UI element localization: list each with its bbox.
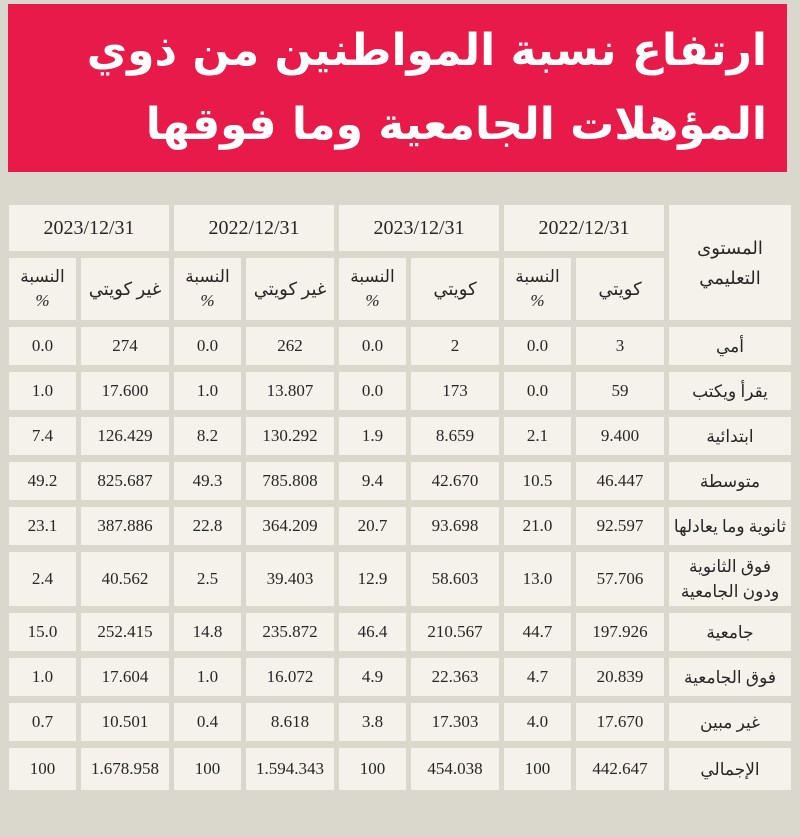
count-value-cell: 210.567 bbox=[411, 613, 499, 651]
count-value-cell: 58.603 bbox=[411, 552, 499, 606]
table-row bbox=[9, 748, 791, 790]
percentage-header bbox=[9, 258, 76, 320]
education-statistics-table bbox=[4, 198, 796, 797]
percentage-label: النسبة bbox=[350, 267, 395, 286]
percentage-value-cell: 0.0 bbox=[504, 327, 571, 365]
table-row bbox=[9, 552, 791, 606]
percentage-value-cell: 1.9 bbox=[339, 417, 406, 455]
percentage-value-cell: 8.2 bbox=[174, 417, 241, 455]
percentage-value-cell: 100 bbox=[174, 748, 241, 790]
headline-banner bbox=[8, 4, 787, 172]
count-value-cell: 9.400 bbox=[576, 417, 664, 455]
headline-line-2: المؤهلات الجامعية وما فوقها bbox=[145, 99, 767, 150]
percentage-value-cell: 46.4 bbox=[339, 613, 406, 651]
count-value-cell: 274 bbox=[81, 327, 169, 365]
table-row bbox=[9, 613, 791, 651]
count-value-cell: 235.872 bbox=[246, 613, 334, 651]
percentage-value-cell: 1.0 bbox=[174, 372, 241, 410]
count-value-cell: 40.562 bbox=[81, 552, 169, 606]
table-row bbox=[9, 658, 791, 696]
table-row bbox=[9, 507, 791, 545]
count-value-cell: 130.292 bbox=[246, 417, 334, 455]
count-value-cell: 126.429 bbox=[81, 417, 169, 455]
count-value-cell: 39.403 bbox=[246, 552, 334, 606]
count-value-cell: 785.808 bbox=[246, 462, 334, 500]
percent-sign: % bbox=[200, 291, 215, 310]
count-value-cell: 17.670 bbox=[576, 703, 664, 741]
level-column-header: المستوى التعليمي bbox=[669, 205, 791, 320]
percentage-value-cell: 7.4 bbox=[9, 417, 76, 455]
percentage-value-cell: 3.8 bbox=[339, 703, 406, 741]
percentage-value-cell: 0.0 bbox=[9, 327, 76, 365]
percentage-value-cell: 21.0 bbox=[504, 507, 571, 545]
percentage-value-cell: 4.7 bbox=[504, 658, 571, 696]
count-value-cell: 8.618 bbox=[246, 703, 334, 741]
count-value-cell: 57.706 bbox=[576, 552, 664, 606]
percentage-label: النسبة bbox=[185, 267, 230, 286]
percentage-value-cell: 0.7 bbox=[9, 703, 76, 741]
nationality-header: غير كويتي bbox=[81, 258, 169, 320]
percentage-value-cell: 100 bbox=[339, 748, 406, 790]
date-header-row bbox=[9, 205, 791, 251]
count-value-cell: 59 bbox=[576, 372, 664, 410]
count-value-cell: 173 bbox=[411, 372, 499, 410]
nationality-header: غير كويتي bbox=[246, 258, 334, 320]
percentage-header bbox=[174, 258, 241, 320]
count-value-cell: 387.886 bbox=[81, 507, 169, 545]
table-body bbox=[9, 327, 791, 790]
percentage-value-cell: 100 bbox=[9, 748, 76, 790]
percentage-value-cell: 1.0 bbox=[174, 658, 241, 696]
percentage-value-cell: 15.0 bbox=[9, 613, 76, 651]
count-value-cell: 197.926 bbox=[576, 613, 664, 651]
count-value-cell: 17.303 bbox=[411, 703, 499, 741]
percentage-value-cell: 0.0 bbox=[174, 327, 241, 365]
count-value-cell: 262 bbox=[246, 327, 334, 365]
table-row bbox=[9, 417, 791, 455]
education-level-cell: غير مبين bbox=[669, 703, 791, 741]
education-level-cell: فوق الثانوية ودون الجامعية bbox=[669, 552, 791, 606]
percentage-header bbox=[504, 258, 571, 320]
percentage-value-cell: 4.9 bbox=[339, 658, 406, 696]
count-value-cell: 8.659 bbox=[411, 417, 499, 455]
percentage-value-cell: 4.0 bbox=[504, 703, 571, 741]
percentage-value-cell: 10.5 bbox=[504, 462, 571, 500]
education-level-cell: فوق الجامعية bbox=[669, 658, 791, 696]
count-value-cell: 1.678.958 bbox=[81, 748, 169, 790]
table-row bbox=[9, 703, 791, 741]
count-value-cell: 825.687 bbox=[81, 462, 169, 500]
percent-sign: % bbox=[35, 291, 50, 310]
count-value-cell: 2 bbox=[411, 327, 499, 365]
percentage-value-cell: 13.0 bbox=[504, 552, 571, 606]
percentage-value-cell: 1.0 bbox=[9, 658, 76, 696]
education-level-cell: جامعية bbox=[669, 613, 791, 651]
date-header-kuwaiti-2023: 2023/12/31 bbox=[339, 205, 499, 251]
date-header-nonkuwaiti-2023: 2023/12/31 bbox=[9, 205, 169, 251]
count-value-cell: 20.839 bbox=[576, 658, 664, 696]
education-level-cell: الإجمالي bbox=[669, 748, 791, 790]
percentage-value-cell: 9.4 bbox=[339, 462, 406, 500]
percentage-value-cell: 2.4 bbox=[9, 552, 76, 606]
percentage-value-cell: 44.7 bbox=[504, 613, 571, 651]
education-level-cell: متوسطة bbox=[669, 462, 791, 500]
count-value-cell: 364.209 bbox=[246, 507, 334, 545]
count-value-cell: 442.647 bbox=[576, 748, 664, 790]
percentage-value-cell: 12.9 bbox=[339, 552, 406, 606]
percentage-label: النسبة bbox=[20, 267, 65, 286]
table-row bbox=[9, 462, 791, 500]
percentage-value-cell: 2.5 bbox=[174, 552, 241, 606]
percentage-value-cell: 23.1 bbox=[9, 507, 76, 545]
table-row bbox=[9, 372, 791, 410]
nationality-header: كويتي bbox=[411, 258, 499, 320]
percentage-value-cell: 20.7 bbox=[339, 507, 406, 545]
percentage-value-cell: 2.1 bbox=[504, 417, 571, 455]
table-row bbox=[9, 327, 791, 365]
count-value-cell: 92.597 bbox=[576, 507, 664, 545]
count-value-cell: 17.604 bbox=[81, 658, 169, 696]
percent-sign: % bbox=[530, 291, 545, 310]
percentage-value-cell: 49.3 bbox=[174, 462, 241, 500]
percentage-value-cell: 100 bbox=[504, 748, 571, 790]
count-value-cell: 13.807 bbox=[246, 372, 334, 410]
percentage-label: النسبة bbox=[515, 267, 560, 286]
headline-line-1: ارتفاع نسبة المواطنين من ذوي bbox=[86, 25, 767, 76]
education-level-cell: يقرأ ويكتب bbox=[669, 372, 791, 410]
percent-sign: % bbox=[365, 291, 380, 310]
percentage-value-cell: 1.0 bbox=[9, 372, 76, 410]
percentage-value-cell: 0.0 bbox=[339, 372, 406, 410]
count-value-cell: 10.501 bbox=[81, 703, 169, 741]
date-header-kuwaiti-2022: 2022/12/31 bbox=[504, 205, 664, 251]
education-level-cell: ثانوية وما يعادلها bbox=[669, 507, 791, 545]
count-value-cell: 17.600 bbox=[81, 372, 169, 410]
education-level-cell: ابتدائية bbox=[669, 417, 791, 455]
percentage-value-cell: 0.0 bbox=[339, 327, 406, 365]
date-header-nonkuwaiti-2022: 2022/12/31 bbox=[174, 205, 334, 251]
percentage-value-cell: 14.8 bbox=[174, 613, 241, 651]
education-level-cell: أمي bbox=[669, 327, 791, 365]
percentage-header bbox=[339, 258, 406, 320]
count-value-cell: 3 bbox=[576, 327, 664, 365]
percentage-value-cell: 49.2 bbox=[9, 462, 76, 500]
percentage-value-cell: 0.0 bbox=[504, 372, 571, 410]
count-value-cell: 22.363 bbox=[411, 658, 499, 696]
nationality-header: كويتي bbox=[576, 258, 664, 320]
count-value-cell: 42.670 bbox=[411, 462, 499, 500]
percentage-value-cell: 0.4 bbox=[174, 703, 241, 741]
count-value-cell: 93.698 bbox=[411, 507, 499, 545]
count-value-cell: 252.415 bbox=[81, 613, 169, 651]
count-value-cell: 46.447 bbox=[576, 462, 664, 500]
count-value-cell: 16.072 bbox=[246, 658, 334, 696]
count-value-cell: 454.038 bbox=[411, 748, 499, 790]
count-value-cell: 1.594.343 bbox=[246, 748, 334, 790]
percentage-value-cell: 22.8 bbox=[174, 507, 241, 545]
